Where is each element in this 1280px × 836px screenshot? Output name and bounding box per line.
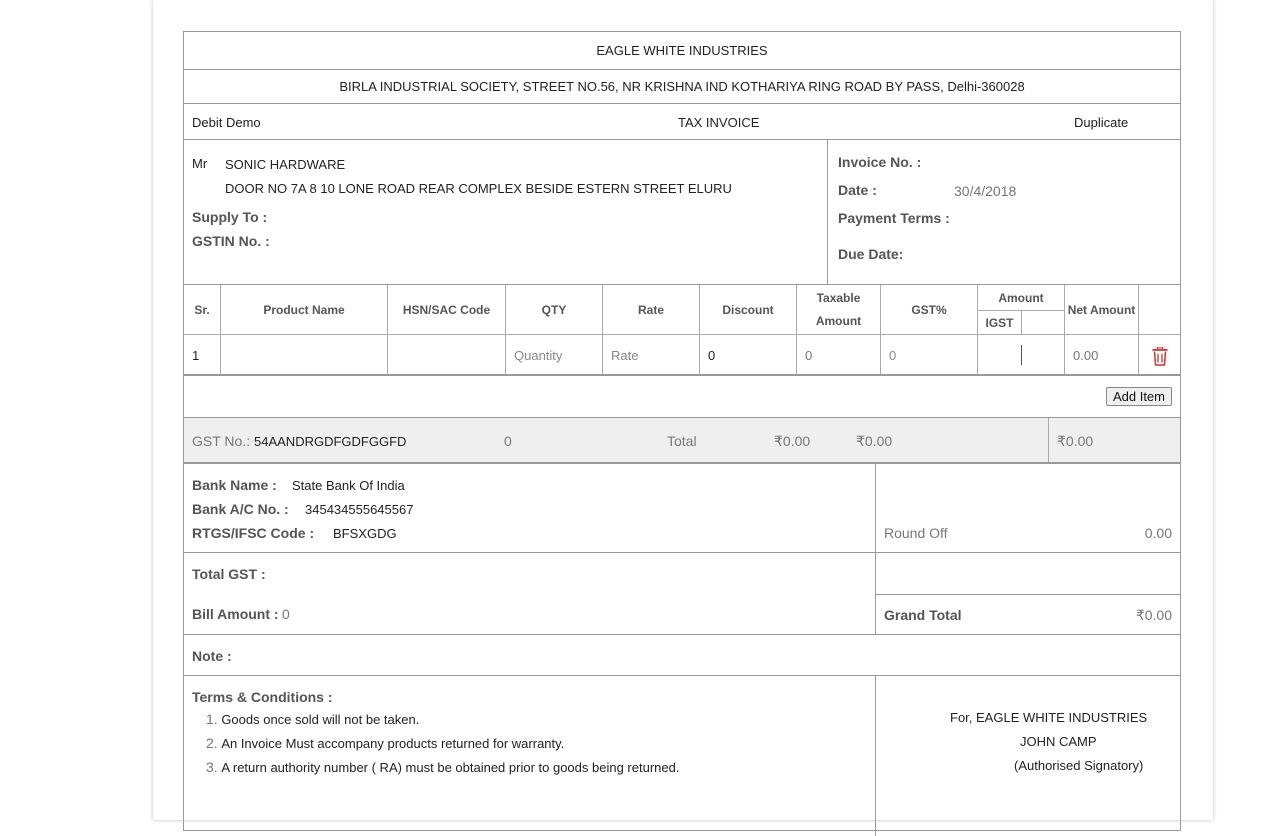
gst-cell — [881, 335, 978, 374]
doc-title: TAX INVOICE — [678, 115, 760, 130]
gst-percent-input[interactable] — [889, 348, 969, 363]
taxable-cell — [797, 335, 881, 374]
gst-no-value: 54AANDRGDFGDFGGFD — [254, 434, 407, 449]
header-rate: Rate — [603, 285, 700, 334]
header-qty: QTY — [506, 285, 603, 334]
header-actions — [1139, 285, 1181, 334]
ifsc-value: BFSXGDG — [333, 526, 397, 541]
term-text: Goods once sold will not be taken. — [221, 712, 420, 727]
header-hsn: HSN/SAC Code — [388, 285, 506, 334]
header-gst: GST% — [881, 285, 978, 334]
terms-label: Terms & Conditions : — [192, 689, 333, 705]
header-amount-group — [978, 285, 1065, 334]
gstin-label: GSTIN No. : — [192, 233, 270, 249]
header-taxable-line2: Amount — [815, 313, 862, 328]
summary-left — [184, 553, 876, 634]
note-row — [184, 635, 1180, 676]
header-igst: IGST — [978, 310, 1022, 335]
row-sr-cell — [184, 335, 221, 374]
company-address — [184, 70, 1180, 104]
company-name — [184, 32, 1180, 70]
supply-to-label: Supply To : — [192, 209, 268, 225]
discount-cell — [700, 335, 797, 374]
customer-salutation: Mr — [192, 156, 208, 171]
add-item-row — [184, 377, 1180, 418]
ifsc-label: RTGS/IFSC Code : — [192, 525, 315, 541]
total-net: ₹0.00 — [1057, 433, 1094, 449]
date-label: Date : — [838, 182, 877, 198]
delete-cell — [1139, 335, 1181, 374]
round-off-value: 0.00 — [1144, 525, 1172, 541]
header-product: Product Name — [221, 285, 388, 334]
bill-amount-label: Bill Amount : — [192, 606, 279, 622]
trash-icon[interactable] — [1152, 347, 1168, 366]
invoice-sheet — [153, 0, 1213, 820]
doc-type-label: Debit Demo — [192, 115, 261, 130]
gst-no-label: GST No.: — [192, 433, 251, 449]
footer-section — [184, 676, 1180, 836]
term-text: A return authority number ( RA) must be obtained prior to goods being returned. — [221, 760, 680, 775]
customer-address: DOOR NO 7A 8 10 LONE ROAD REAR COMPLEX BESIDE ESTERN STREET ELURU — [225, 181, 732, 196]
bank-name-value: State Bank Of India — [292, 478, 405, 493]
term-item: 1. Goods once sold will not be taken. — [206, 711, 420, 727]
bank-ac-label: Bank A/C No. : — [192, 501, 289, 517]
party-section — [184, 140, 1180, 285]
net-cell — [1065, 335, 1139, 374]
summary-blank — [876, 553, 1180, 595]
rate-input[interactable] — [611, 348, 691, 363]
header-sr: Sr. — [184, 285, 221, 334]
summary-section — [184, 553, 1180, 635]
doc-title-row — [184, 104, 1180, 140]
date-value[interactable]: 30/4/2018 — [954, 183, 1017, 199]
rate-cell — [603, 335, 700, 374]
signature-for-line: For, EAGLE WHITE INDUSTRIES — [950, 710, 1148, 725]
term-item: 2. An Invoice Must accompany products returned for warranty. — [206, 735, 565, 751]
total-igst: ₹0.00 — [856, 433, 893, 449]
due-date-label: Due Date: — [838, 246, 904, 262]
header-taxable — [797, 285, 881, 334]
customer-name: SONIC HARDWARE — [225, 157, 346, 172]
items-table-header — [184, 285, 1180, 335]
discount-input[interactable] — [708, 348, 788, 363]
igst-divider — [1021, 345, 1022, 365]
total-label: Total — [667, 433, 697, 449]
total-taxable: ₹0.00 — [774, 433, 811, 449]
payment-terms-label: Payment Terms : — [838, 210, 950, 226]
customer-block — [184, 140, 828, 284]
invoice — [183, 31, 1181, 831]
bill-amount-value: 0 — [282, 606, 290, 622]
row-sr: 1 — [192, 348, 200, 363]
hsn-code-input[interactable] — [388, 335, 506, 374]
total-gst-label: Total GST : — [192, 566, 266, 582]
bank-section — [184, 464, 1180, 553]
product-name-input[interactable] — [221, 335, 388, 374]
totals-divider — [1048, 418, 1049, 462]
qty-cell — [506, 335, 603, 374]
quantity-input[interactable] — [514, 348, 594, 363]
note-label: Note : — [192, 648, 232, 664]
signatory-role: (Authorised Signatory) — [1014, 758, 1144, 773]
bank-ac-value: 345434555645567 — [305, 502, 414, 517]
terms-block — [184, 676, 876, 836]
total-quantity: 0 — [504, 433, 512, 449]
header-net-amount: Net Amount — [1065, 285, 1139, 334]
row-net-amount: 0.00 — [1073, 348, 1099, 363]
grand-total-label: Grand Total — [884, 607, 962, 623]
add-item-button[interactable]: Add Item — [1106, 387, 1172, 406]
grand-total-value: ₹0.00 — [1135, 607, 1172, 623]
signatory-name: JOHN CAMP — [1020, 734, 1097, 749]
header-amount: Amount — [978, 285, 1064, 311]
table-row — [184, 335, 1180, 376]
doc-copy-label: Duplicate — [1074, 115, 1129, 130]
company-name-text: EAGLE WHITE INDUSTRIES — [596, 43, 768, 58]
invoice-no-label: Invoice No. : — [838, 154, 922, 170]
row-taxable-amount: 0 — [805, 348, 813, 363]
bank-name-label: Bank Name : — [192, 477, 277, 493]
bank-details — [184, 464, 876, 552]
header-taxable-line1: Taxable — [816, 290, 861, 305]
header-discount: Discount — [700, 285, 797, 334]
totals-row — [184, 418, 1180, 464]
round-off-label: Round Off — [884, 525, 948, 541]
term-text: An Invoice Must accompany products returned for warranty. — [221, 736, 565, 751]
invoice-meta-block — [828, 140, 1180, 284]
company-address-text: BIRLA INDUSTRIAL SOCIETY, STREET NO.56, NR KRISHNA IND KOTHARIYA RING ROAD BY PASS, Delhi-360028 — [339, 79, 1025, 94]
term-item: 3. A return authority number ( RA) must be obtained prior to goods being returned. — [206, 759, 680, 775]
amount-cell — [978, 335, 1065, 374]
